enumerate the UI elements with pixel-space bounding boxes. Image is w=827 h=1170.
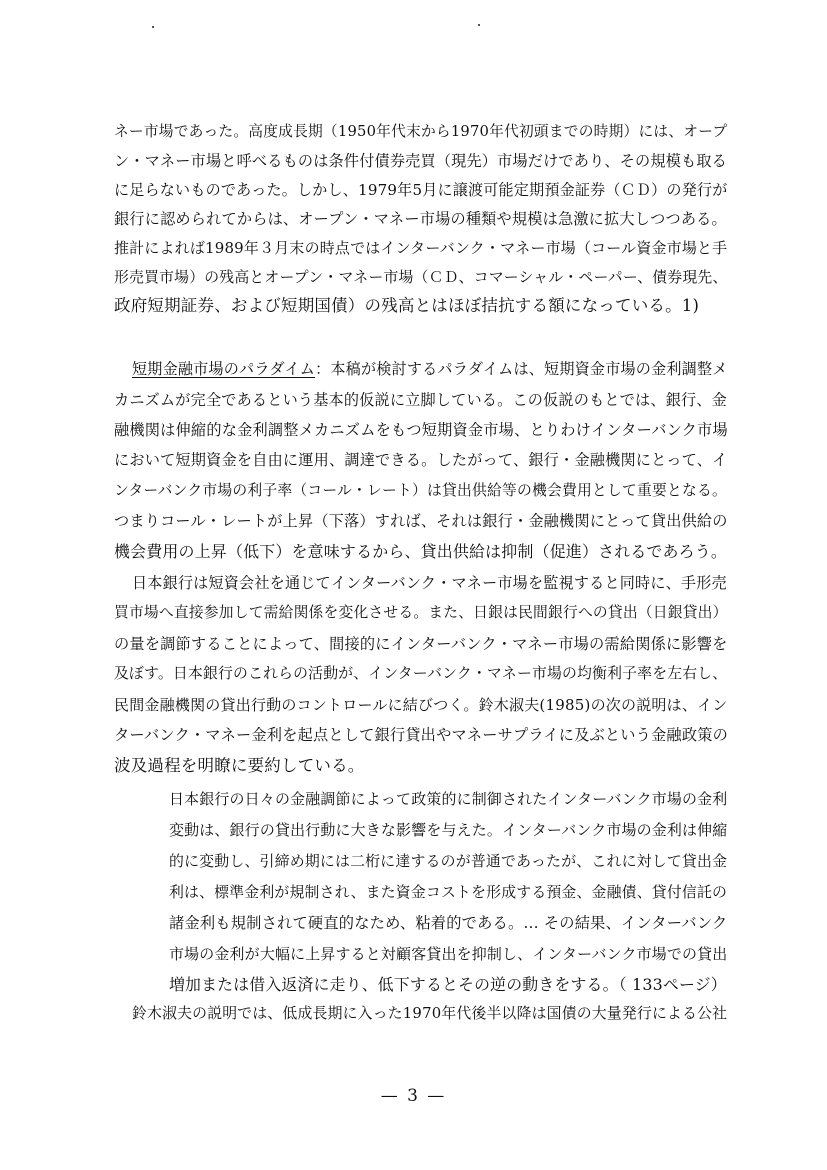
text-line: に足らないものであった。しかし、1979年5月に譲渡可能定期預金証券（ＣＤ）の発行が [114, 181, 728, 199]
scan-speck [152, 26, 154, 28]
text-line: 機会費用の上昇（低下）を意味するから、貸出供給は抑制（促進）されるであろう。 [114, 542, 728, 561]
text-line: ネー市場であった。高度成長期（1950年代末から1970年代初頭までの時期）には、オープ [114, 123, 728, 140]
text-line: 及ぼす。日本銀行のこれらの活動が、インターバンク・マネー市場の均衡利子率を左右し、 [114, 665, 728, 682]
quote-line: 市場の金利が大幅に上昇すると対顧客貸出を抑制し、インターバンク市場での貸出 [169, 945, 728, 963]
text-line: 日本銀行は短資会社を通じてインターバンク・マネー市場を監視すると同時に、手形売 [132, 574, 727, 592]
text-line: 融機関は伸縮的な金利調整メカニズムをもつ短期資金市場、とりわけインターバンク市場 [114, 421, 728, 439]
scan-speck [478, 24, 480, 26]
text-line: 形売買市場）の残高とオープン・マネー市場（ＣＤ、コマーシャル・ペーパー、債券現先、 [114, 268, 728, 286]
text-line: 銀行に認められてからは、オープン・マネー市場の種類や規模は急激に拡大しつつある。 [114, 210, 727, 228]
quote-line: 利は、標準金利が規制され、また資金コストを形成する預金、金融債、貸付信託の [169, 883, 728, 901]
text-line: ンターバンク市場の利子率（コール・レート）は貸出供給等の機会費用として重要となる。 [114, 482, 727, 499]
text-line: 鈴木淑夫の説明では、低成長期に入った1970年代後半以降は国債の大量発行による公社 [132, 1004, 728, 1022]
text-line: の量を調節することによって、間接的にインターバンク・マネー市場の需給関係に影響を [114, 635, 728, 653]
text-line: 買市場へ直接参加して需給関係を変化させる。また、日銀は民間銀行への貸出（日銀貸出） [114, 604, 728, 621]
quote-line: 諸金利も規制されて硬直的なため、粘着的である。… その結果、インターバンク [169, 914, 728, 932]
quote-line: 日本銀行の日々の金融調節によって政策的に制御されたインターバンク市場の金利 [169, 790, 728, 808]
text-line: ターバンク・マネー金利を起点として銀行貸出やマネーサプライに及ぶという金融政策の [114, 726, 728, 744]
quote-line: 増加または借入返済に走り、低下するとその逆の動きをする。（ 133ページ） [169, 975, 727, 994]
text-line: 民間金融機関の貸出行動のコントロールに結びつく。鈴木淑夫(1985)の次の説明は、イン [114, 696, 728, 714]
text-line: ン・マネー市場と呼べるものは条件付債券売買（現先）市場だけであり、その規模も取る [114, 152, 728, 170]
text-line: 推計によれば1989年３月末の時点ではインターバンク・マネー市場（コール資金市場と手 [114, 239, 728, 257]
page-number: — 3 — [380, 1086, 447, 1106]
text-line [132, 359, 728, 379]
quote-line: 的に変動し、引締め期には二桁に達するのが普通であったが、これに対して貸出金 [169, 852, 728, 870]
quote-line: 変動は、銀行の貸出行動に大きな影響を与えた。インターバンク市場の金利は伸縮 [169, 821, 728, 839]
text-line: 波及過程を明瞭に要約している。 [114, 756, 365, 775]
section-heading: 短期金融市場のパラダイム [132, 360, 316, 378]
text-span: ：本稿が検討するパラダイムは、短期資金市場の金利調整メ [315, 360, 728, 378]
text-line: において短期資金を自由に運用、調達できる。したがって、銀行・金融機関にとって、イ [114, 451, 728, 469]
text-line: つまりコール・レートが上昇（下落）すれば、それは銀行・金融機関にとって貸出供給の [114, 512, 728, 530]
text-line: カニズムが完全であるという基本的仮説に立脚している。この仮説のもとでは、銀行、金 [114, 391, 728, 409]
text-line: 政府短期証券、および短期国債）の残高とはほぼ拮抗する額になっている。1) [114, 296, 700, 315]
